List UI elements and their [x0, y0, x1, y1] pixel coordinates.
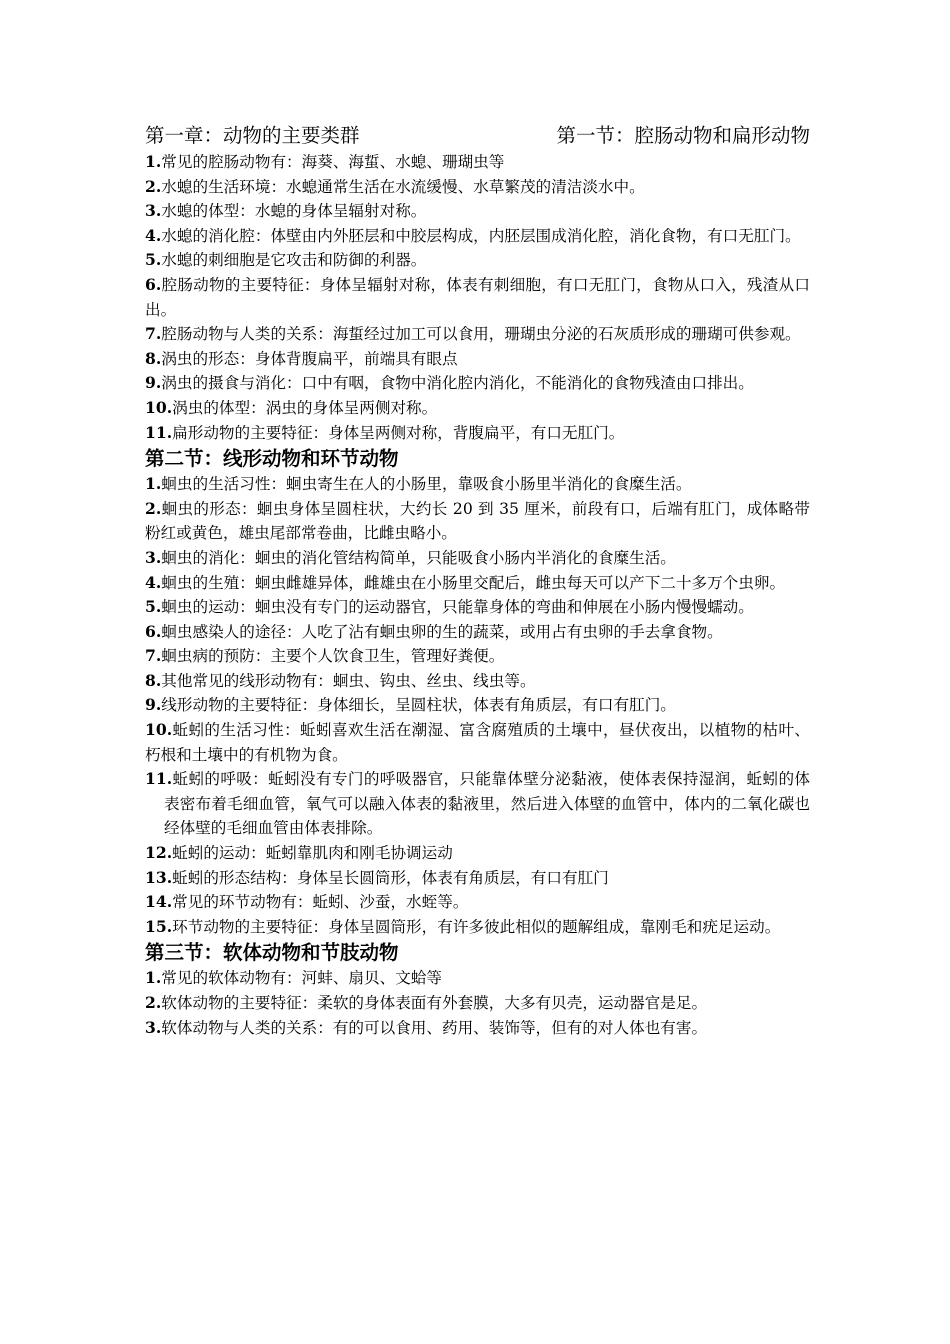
list-item: 2.软体动物的主要特征：柔软的身体表面有外套膜，大多有贝壳，运动器官是足。	[145, 993, 708, 1012]
list-item: 11.蚯蚓的呼吸：蚯蚓没有专门的呼吸器官，只能靠体壁分泌黏液，使体表保持湿润，蚯蚓的体表密布着毛细血管，氧气可以融入体表的黏液里，然后进入体壁的血管中，体内的二氧化碳也经体壁的毛细血管由体表排除。	[145, 769, 810, 838]
list-item: 3.软体动物与人类的关系：有的可以食用、药用、装饰等，但有的对人体也有害。	[145, 1017, 708, 1037]
list-item: 6.蛔虫感染人的途径：人吃了沾有蛔虫卵的生的蔬菜，或用占有虫卵的手去拿食物。	[145, 621, 723, 641]
list-item: 1.常见的腔肠动物有：海葵、海蜇、水螅、珊瑚虫等	[145, 152, 505, 171]
document-page	[145, 122, 810, 1040]
list-item: 2.水螅的生活环境：水螅通常生活在水流缓慢、水草繁茂的清洁淡水中。	[145, 176, 645, 196]
list-item: 14.常见的环节动物有：蚯蚓、沙蚕，水蛭等。	[145, 892, 469, 912]
list-item: 4.蛔虫的生殖：蛔虫雌雄异体，雌雄虫在小肠里交配后，雌虫每天可以产下二十多万个虫卵。	[145, 572, 786, 592]
list-item: 8.其他常见的线形动物有：蛔虫、钩虫、丝虫、线虫等。	[145, 670, 536, 690]
list-item: 11.扁形动物的主要特征：身体呈两侧对称，背腹扁平，有口无肛门。	[145, 422, 625, 442]
list-item: 1.蛔虫的生活习性：蛔虫寄生在人的小肠里，靠吸食小肠里半消化的食糜生活。	[145, 474, 692, 494]
list-item: 10.蚯蚓的生活习性：蚯蚓喜欢生活在潮湿、富含腐殖质的土壤中，昼伏夜出，以植物的枯叶、朽根和土壤中的有机物为食。	[145, 720, 810, 764]
list-item: 5.水螅的刺细胞是它攻击和防御的利器。	[145, 250, 427, 270]
list-item: 1.常见的软体动物有：河蚌、扇贝、文蛤等	[145, 968, 442, 988]
section-2-title: 第二节：线形动物和环节动物	[145, 447, 399, 471]
list-item: 13.蚯蚓的形态结构：身体呈长圆筒形，体表有角质层，有口有肛门	[145, 867, 609, 887]
list-item: 5.蛔虫的运动：蛔虫没有专门的运动器官，只能靠身体的弯曲和伸展在小肠内慢慢蠕动。	[145, 597, 754, 617]
list-item: 6.腔肠动物的主要特征：身体呈辐射对称，体表有刺细胞，有口无肛门，食物从口入，残渣从口出。	[145, 274, 810, 319]
section-1-items	[145, 150, 810, 445]
list-item: 15.环节动物的主要特征：身体呈圆筒形，有许多彼此相似的题解组成，靠刚毛和疣足运动。	[145, 916, 781, 936]
section-2-items	[145, 472, 810, 939]
list-item: 3.水螅的体型：水螅的身体呈辐射对称。	[145, 201, 427, 221]
list-item: 12.蚯蚓的运动：蚯蚓靠肌肉和刚毛协调运动	[145, 843, 453, 863]
section-1-title: 第一节：腔肠动物和扁形动物	[556, 124, 810, 147]
chapter-title: 第一章：动物的主要类群	[145, 124, 360, 147]
list-item: 7.腔肠动物与人类的关系：海蜇经过加工可以食用，珊瑚虫分泌的石灰质形成的珊瑚可供参观。	[145, 324, 801, 344]
list-item: 9.线形动物的主要特征：身体细长，呈圆柱状，体表有角质层，有口有肛门。	[145, 695, 676, 715]
list-item: 3.蛔虫的消化：蛔虫的消化管结构简单，只能吸食小肠内半消化的食糜生活。	[145, 547, 676, 567]
section-3-title: 第三节：软体动物和节肢动物	[145, 941, 399, 965]
list-item: 2.蛔虫的形态：蛔虫身体呈圆柱状，大约长 20 到 35 厘米，前段有口，后端有肛门，成体略带粉红或黄色，雄虫尾部常卷曲，比雌虫略小。	[145, 498, 810, 543]
section-3-items	[145, 966, 810, 1040]
list-item: 7.蛔虫病的预防：主要个人饮食卫生，管理好粪便。	[145, 646, 505, 666]
title-line	[145, 122, 810, 150]
list-item: 8.涡虫的形态：身体背腹扁平，前端具有眼点	[145, 348, 458, 368]
list-item: 9.涡虫的摄食与消化：口中有咽，食物中消化腔内消化，不能消化的食物残渣由口排出。	[145, 373, 754, 393]
list-item: 10.涡虫的体型：涡虫的身体呈两侧对称。	[145, 397, 438, 417]
list-item: 4.水螅的消化腔：体壁由内外胚层和中胶层构成，内胚层围成消化腔，消化食物，有口无肛门。	[145, 225, 801, 245]
